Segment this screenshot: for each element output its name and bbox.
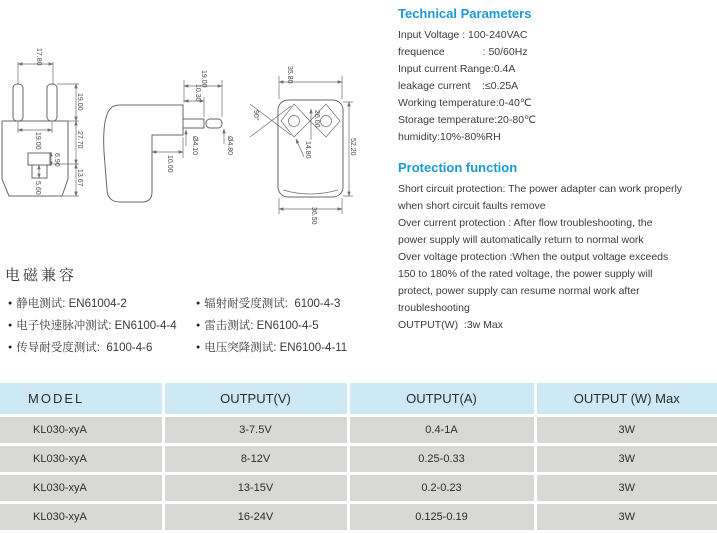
dim-label: 19.00 <box>200 70 207 88</box>
dim-label: 10.00 <box>166 155 173 173</box>
front-view-drawing <box>2 48 83 196</box>
table-row <box>0 474 717 503</box>
table-row <box>0 445 717 474</box>
bullet-icon: ● <box>8 322 13 329</box>
protection-line: protect, power supply can resume normal work after <box>398 285 640 297</box>
emc-test-item <box>8 315 196 337</box>
output-connector-tip <box>32 165 47 178</box>
protection-line: when short circuit faults remove <box>398 200 546 212</box>
dim-label: 5.60 <box>34 181 41 195</box>
table-header-row <box>0 383 717 416</box>
plug-pin-right <box>47 84 57 121</box>
bullet-icon: ● <box>8 344 13 351</box>
emc-section <box>5 264 395 359</box>
output-v-cell: 16-24V <box>163 503 348 532</box>
emc-test-item <box>196 293 347 315</box>
output-w-cell: 3W <box>535 445 717 474</box>
tech-param-line: Input Voltage : 100-240VAC <box>398 29 528 41</box>
output-w-cell: 3W <box>535 474 717 503</box>
dim-label: 27.70 <box>76 131 83 149</box>
dim-label: 17.80 <box>35 48 42 66</box>
pin-tip <box>206 119 222 128</box>
bullet-icon: ● <box>196 322 201 329</box>
emc-title: 电磁兼容 <box>5 267 78 284</box>
side-view-drawing <box>104 70 233 202</box>
bullet-icon: ● <box>196 344 201 351</box>
tech-param-line: frequence : 50/60Hz <box>398 46 528 58</box>
table-row <box>0 416 717 445</box>
technical-parameters-title: Technical Parameters <box>398 6 532 21</box>
emc-test-label: 雷击测试: EN6100-4-5 <box>204 320 319 332</box>
emc-test-label: 传导耐受度测试: 6100-4-6 <box>16 342 153 354</box>
tech-param-line: Working temperature:0-40℃ <box>398 97 532 109</box>
right-column <box>398 6 710 334</box>
plug-pin-left <box>13 84 23 121</box>
model-cell: KL030-xyA <box>0 503 163 532</box>
dimension-drawings <box>0 0 390 250</box>
emc-test-item <box>196 337 347 359</box>
output-v-cell: 3-7.5V <box>163 416 348 445</box>
output-a-cell: 0.25-0.33 <box>348 445 535 474</box>
emc-test-label: 电子快速脉冲测试: EN6100-4-4 <box>16 320 177 332</box>
output-a-cell: 0.2-0.23 <box>348 474 535 503</box>
output-v-cell: 8-12V <box>163 445 348 474</box>
dim-label: 14.80 <box>304 141 311 159</box>
dim-label: 13.67 <box>76 169 83 187</box>
column-header-model: MODEL <box>0 383 163 416</box>
protection-line: Short circuit protection: The power adapter can work properly <box>398 183 683 195</box>
model-cell: KL030-xyA <box>0 474 163 503</box>
output-a-cell: 0.125-0.19 <box>348 503 535 532</box>
protection-line: troubleshooting <box>398 302 470 314</box>
protection-line: Over voltage protection :When the output voltage exceeds <box>398 251 669 263</box>
protection-function-section <box>398 160 710 334</box>
tech-param-line: humidity:10%-80%RH <box>398 131 501 143</box>
emc-test-label: 辐射耐受度测试: 6100-4-3 <box>204 298 341 310</box>
adapter-body-side <box>104 105 183 202</box>
column-header-output-a: OUTPUT(A) <box>348 383 535 416</box>
model-output-table <box>0 383 717 533</box>
bullet-icon: ● <box>8 300 13 307</box>
dim-label: 6.90 <box>53 153 60 167</box>
dim-label: 52.20 <box>349 138 356 156</box>
face-view-drawing <box>250 66 356 225</box>
emc-test-item <box>8 293 196 315</box>
emc-test-label: 电压突降测试: EN6100-4-11 <box>204 342 348 354</box>
protection-line: power supply will automatically return to normal work <box>398 234 644 246</box>
column-header-output-w-max: OUTPUT (W) Max <box>535 383 717 416</box>
table-row <box>0 503 717 532</box>
pin-shaft <box>183 119 204 128</box>
protection-line: 150 to 180% of the rated voltage, the power supply will <box>398 268 653 280</box>
output-connector <box>28 153 50 165</box>
emc-test-item <box>196 315 347 337</box>
output-a-cell: 0.4-1A <box>348 416 535 445</box>
protection-line: Over current protection : After flow troubleshooting, the <box>398 217 653 229</box>
output-v-cell: 13-15V <box>163 474 348 503</box>
dim-label: 90° <box>252 110 259 121</box>
protection-function-title: Protection function <box>398 160 518 175</box>
dim-label: 19.00 <box>34 132 41 150</box>
dim-label: 36.50 <box>310 207 317 225</box>
emc-test-item <box>8 337 196 359</box>
column-header-output-v: OUTPUT(V) <box>163 383 348 416</box>
protection-line: OUTPUT(W) :3w Max <box>398 319 503 331</box>
dim-label: 26.00 <box>313 110 320 128</box>
dim-label: 35.80 <box>286 66 293 84</box>
dim-label: 10.30 <box>194 84 201 102</box>
technical-parameters-section <box>398 6 710 146</box>
tech-param-line: leakage current :≤0.25A <box>398 80 519 92</box>
tech-param-line: Input current Range:0.4A <box>398 63 516 75</box>
model-cell: KL030-xyA <box>0 445 163 474</box>
model-cell: KL030-xyA <box>0 416 163 445</box>
dim-label: 19.00 <box>76 93 83 111</box>
output-w-cell: 3W <box>535 503 717 532</box>
dim-label: Ø4.10 <box>191 136 198 156</box>
dim-label: Ø4.80 <box>226 136 233 156</box>
emc-test-label: 静电测试: EN61004-2 <box>16 298 127 310</box>
tech-param-line: Storage temperature:20-80℃ <box>398 114 536 126</box>
output-w-cell: 3W <box>535 416 717 445</box>
bullet-icon: ● <box>196 300 201 307</box>
